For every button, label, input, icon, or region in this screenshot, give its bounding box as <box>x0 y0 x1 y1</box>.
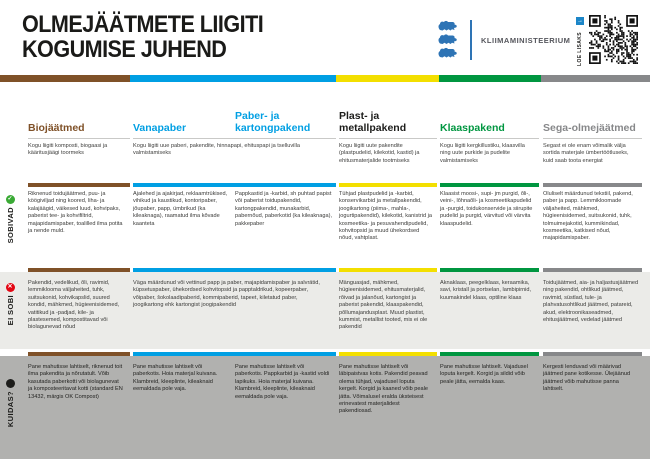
external-link-icon: → <box>577 18 583 24</box>
check-circle-icon: ✓ <box>7 196 13 202</box>
dot-circle-icon <box>6 379 15 388</box>
qr-block <box>576 14 642 66</box>
row-ei-sobi-bars <box>0 268 650 272</box>
column-title-segaolme: Sega-olmejäätmed <box>543 121 636 134</box>
row-label-kuidas-text: KUIDAS? <box>5 391 15 428</box>
page-title <box>22 12 263 62</box>
cell-ei-sobi-klaaspakend: Aknaklaas, peegelklaas, keraamika, savi, kristall ja portselan, lambipirnid, kuumakindel klaas, optiline klaas <box>440 280 532 301</box>
cell-sobivad-klaaspakend: Klaasist moosi-, supi- jm purgid, õli-, veini-, lõhnaõli- ja kosmeetikapudelid ja -purgid, toidukonservide ja siirupite pudelid ja purgid, värvitud või värvita klaaspudelid. <box>440 191 533 227</box>
qr-code <box>589 15 638 64</box>
column-headers <box>0 88 650 134</box>
cell-ei-sobi-segaolme: Toidujäätmed, aia- ja haljastusjäätmed ning pakendid, ohtlikud jäätmed, ravimid, süstlad, tule- ja plahvatusohtlikud jäätmed, patareid, akud, elektroonikaseadmed, ehitusjäätmed, vedelad jäätmed <box>543 280 639 323</box>
stripe-plast-metall <box>336 75 439 82</box>
cell-sobivad-plast-metall: Tühjad plastpudelid ja -karbid, konservikarbid ja metallpakendid, joogikartong (piima-, mahla-, jogurtipakendid), kilekotid, kanistrid ja kosmeetika- ja pesuvahendipudelid, kohvitopsid ja muud ühekordsed nõud, vahtplast. <box>339 191 432 242</box>
row-label-kuidas <box>1 379 19 441</box>
column-desc-paber: Kogu liigiti uue paberi, pakendite, hinnapapi, ehituspapi ja tselluvilla valmistamiseks <box>133 143 300 157</box>
row-label-ei-sobi-text: EI SOBI <box>5 295 15 326</box>
cell-sobivad-vanapaber: Ajalehed ja ajakirjad, reklaamtrükised, vihikud ja kaustikud, kontoripaber, jõupaber, papp, ümbrikud (ka kileaknaga), raamatud ilma kõvade kaanteta <box>133 191 228 227</box>
header-rule <box>440 138 539 139</box>
stripe-klaaspakend <box>439 75 541 82</box>
column-desc-klaaspakend: Kogu liigiti kergkillustiku, klaasvilla ning uute purkide ja pudelite valmistamiseks <box>440 143 525 164</box>
cell-sobivad-biojaatmed: Riknenud toidujäätmed, puu- ja köögiviljad ning koored, liha- ja kalajäägid, väikesed luud, kohvipaks, paberist tee- ja kohvifiltrid, majapidamispaber, toalilled ilma potita ja nende muld. <box>28 191 123 234</box>
logo-divider <box>470 20 472 60</box>
coat-of-arms-icon <box>437 20 461 60</box>
header-rule <box>339 138 437 139</box>
column-title-klaaspakend: Klaaspakend <box>440 121 505 134</box>
cell-kuidas-vanapaber: Pane mahutisse lahtiselt või paberkotis. Hoia materjal kuivana. Klambreid, kleeplinte, kileaknaid eemaldada pole vaja. <box>133 364 218 393</box>
column-desc-biojaatmed: Kogu liigiti komposti, biogaasi ja kääritusjäägi toormeks <box>28 143 108 157</box>
qr-caption: LOE LISAKS <box>577 31 583 66</box>
cell-kuidas-plast-metall: Pane mahutisse lahtiselt või läbipaistvas kotis. Pakendid peavad olema tühjad, vajadusel loputa kergelt. Korgid ja kaaned võib peale jätta. Võimalusel eralda üksteisest erinevatest materjalidest pakendiosad. <box>339 364 428 415</box>
header-rule <box>28 138 130 139</box>
category-color-stripe <box>0 75 650 82</box>
column-title-biojaatmed: Biojäätmed <box>28 121 85 134</box>
cell-ei-sobi-biojaatmed: Pakendid, vedelikud, õli, ravimid, lemmiklooma väljaheited, tuhk, suitsukonid, kohvikapslid, suured kondid, mähkmed, hügieenisidemed, vatitikud ja -padjad, kile- ja plastesemed, kompostitavad või biolagunevad nõud <box>28 280 120 331</box>
column-title-vanapaber: Vanapaber <box>133 121 187 134</box>
cell-kuidas-biojaatmed: Pane mahutisse lahtiselt, riknenud toit ilma pakendita ja nõrutatult. Võib kasutada paberkotti või biolagunevat ja komposteeritavat kotti (standard EN 13432, märgis OK Compost) <box>28 364 123 400</box>
cell-kuidas-segaolme: Kergesti lenduvad või määrivad jäätmed pane kotikesse. Ülejäänud jäätmed võib mahutisse panna lahtiselt. <box>543 364 631 393</box>
row-label-sobivad <box>1 195 19 261</box>
cell-sobivad-kartongpakend: Pappkastid ja -karbid, sh puhtad papist või paberist toidupakendid, kartongpakendid, munakarbid, pabernõud, paberkotid (ka kileaknaga), pakkepaber <box>235 191 333 227</box>
column-desc-plast-metall: Kogu liigiti uute pakendite (plastpudelid, kilekotid, kastid) ja ehitusmaterjalide tootmiseks <box>339 143 420 164</box>
column-title-kartongpakend: Paber- ja kartongpakend <box>235 110 311 134</box>
ministry-logo <box>437 19 570 61</box>
cell-kuidas-klaaspakend: Pane mahutisse lahtiselt. Vajadusel loputa kergelt. Korgid ja sildid võib peale jätta, eemalda kaas. <box>440 364 528 385</box>
column-title-plast-metall: Plast- ja metallpakend <box>339 110 407 134</box>
ministry-name: KLIIMAMINISTEERIUM <box>481 35 571 45</box>
stripe-segaolme <box>541 75 650 82</box>
x-circle-icon: ✕ <box>7 284 13 290</box>
header-rule <box>133 138 336 139</box>
page-title-line1: OLMEJÄÄTMETE LIIGITI <box>22 11 264 38</box>
stripe-biojaatmed <box>0 75 130 82</box>
row-sobivad-bars <box>0 183 650 187</box>
column-desc-segaolme: Segast ei ole enam võimalik välja sortida materjale ümbertöötluseks, kuid saab toota energiat <box>543 143 629 164</box>
cell-ei-sobi-plast-metall: Mänguasjad, mähkmed, hügieenisidemed, ehitusmaterjalid, rõivad ja jalanõud, kartongist ja paberist pakendid, klaaspakendid, põllumajandusplast. Muud plastist, kummist, metallist tooted, mis ei ole pakendid <box>339 280 428 331</box>
cell-sobivad-segaolme: Oluliselt määrdunud tekstiil, pakend, paber ja papp. Lemmikloomade väljaheited, mähkmed, hügieenisidemed, suitsukonid, tuhk, tolmuimejakotid, kummikindad, kosmeetika, katkised nõud, majapidamispaber. <box>543 191 633 242</box>
row-label-sobivad-text: SOBIVAD <box>5 207 15 244</box>
row-kuidas-bars <box>0 352 650 356</box>
row-label-ei-sobi <box>1 283 19 341</box>
cell-kuidas-kartongpakend: Pane mahutisse lahtiselt või paberkotis. Pappkarbid ja -kastid voldi lapikuks. Hoia materjal kuivana. Klambreid, kleeplinte, kileaknaid eemaldada pole vaja. <box>235 364 330 400</box>
page-title-line2: KOGUMISE JUHEND <box>22 36 227 64</box>
header-rule <box>543 138 642 139</box>
cell-ei-sobi-paber: Väga määrdunud või vettinud papp ja paber, majapidamispaber ja salvrätid, küpsetuspaber, ühekordsed kohvitopsid ja papptaldrikud, kopeerpaber, võipaber, šokolaadipaberid, kommipaberid, tapeet, kiletatud paber, joogikartong ehk kartongist joogipakendid <box>133 280 320 309</box>
stripe-paber <box>130 75 336 82</box>
